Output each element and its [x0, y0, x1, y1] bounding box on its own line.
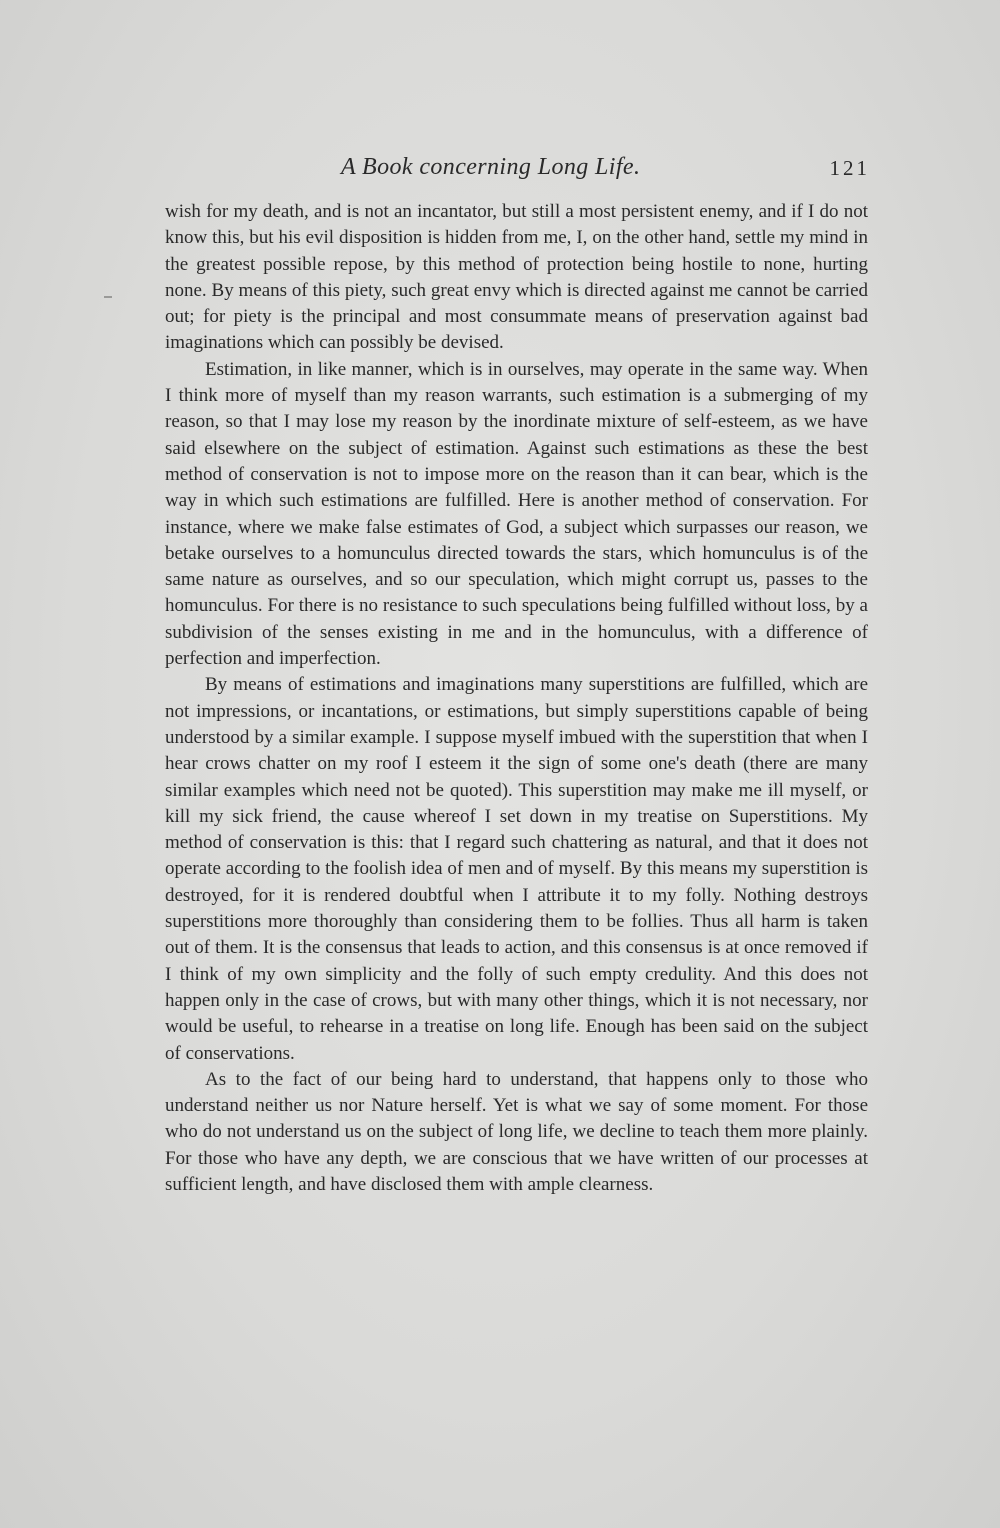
running-head-title: A Book concerning Long Life. — [341, 154, 641, 180]
running-head — [165, 150, 870, 190]
paragraph-superstitions: By means of estimations and imaginations many superstitions are fulfilled, which are not impressions, or incantations, or estimations, but simply superstitions capable of being understood by a similar example. I suppose myself imbued with the superstition that when I hear crows chatter on my roof I esteem it the sign of some one's death (there are many similar examples which need not be quoted). This superstition may make me ill myself, or kill my sick friend, the cause whereof I set down in my treatise on Superstitions. My method of conservation is this: that I regard such chattering as natural, and that it does not operate according to the foolish idea of men and of myself. By this means my superstition is destroyed, for it is rendered doubtful when I attribute it to my folly. Nothing destroys superstitions more thoroughly than considering them to be follies. Thus all harm is taken out of them. It is the consensus that leads to action, and this consensus is at once removed if I think of my own simplicity and the folly of such empty credulity. And this does not happen only in the case of crows, but with many other things, which it is not necessary, nor would be useful, to rehearse in a treatise on long life. Enough has been said on the subject of conservations. — [165, 674, 868, 1064]
page-number: 121 — [829, 156, 870, 180]
margin-mark — [104, 296, 112, 298]
body-text — [165, 199, 868, 1198]
paragraph-understanding: As to the fact of our being hard to understand, that happens only to those who understand neither us nor Nature herself. Yet is what we say of some moment. For those who do not understand us on the subject of long life, we decline to teach them more plainly. For those who have any depth, we are conscious that we have written of our processes at sufficient length, and have disclosed them with ample clearness. — [165, 1068, 868, 1195]
paragraph-estimation: Estimation, in like manner, which is in ourselves, may operate in the same way. When I think more of myself than my reason warrants, such estimation is a submerging of my reason, so that I may lose my reason by the inordinate mixture of self-esteem, as we have said elsewhere on the subject of estimation. Against such estimations as these the best method of conservation is not to impose more on the reason than it can bear, which is the way in which such estimations are fulfilled. Here is another method of conservation. For instance, where we make false estimates of God, a subject which surpasses our reason, we betake ourselves to a homunculus directed towards the stars, which homunculus is of the same nature as ourselves, and so our speculation, which might corrupt us, passes to the homunculus. For there is no resistance to such speculations being fulfilled without loss, by a subdivision of the senses existing in me and in the homunculus, with a difference of perfection and imperfection. — [165, 358, 868, 670]
paragraph-continued: wish for my death, and is not an incantator, but still a most persistent enemy, and if I do not know this, but his evil disposition is hidden from me, I, on the other hand, settle my mind in the greatest possible repose, by this method of protection being hostile to none, hurting none. By means of this piety, such great envy which is directed against me cannot be carried out; for piety is the principal and most consummate means of preservation against bad imaginations which can possibly be devised. — [165, 201, 868, 354]
